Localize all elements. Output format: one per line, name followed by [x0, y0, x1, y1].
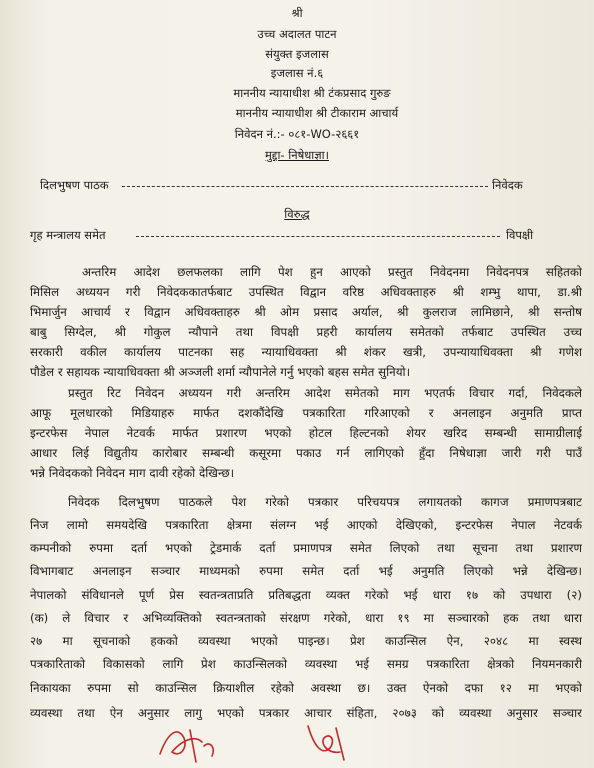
- versus-label: विरुद्ध: [284, 207, 310, 221]
- body-line: कम्पनीको रुपमा दर्ता भएको ट्रेडमार्क दर्ता प्रमाणपत्र समेत लिएको तथा सूचना तथा प्रशारण: [30, 541, 582, 555]
- judge-1: माननीय न्यायाधीश श्री टंकप्रसाद गुरुङ: [233, 86, 391, 100]
- case-subject: मुद्दा- निषेधाज्ञा।: [265, 148, 329, 162]
- body-line: भन्ने निवेदकको निवेदन माग दावी रहेको देखिन्छ।: [30, 466, 235, 480]
- body-line: आफू मूलधारको मिडियाहरु मार्फत दशकौंदेखि पत्रकारिता गरिआएको र अनलाइन अनुमति प्राप्त: [30, 406, 582, 420]
- judge-signature-1: [150, 712, 230, 768]
- body-line: निकायका रुपमा सो काउन्सिल क्रियाशील रहेको अवस्था छ। उक्त ऐनको दफा १२ मा भएको: [30, 681, 582, 695]
- body-line: अन्तरिम आदेश छलफलका लागि पेश हुन आएको प्रस्तुत निवेदनमा निवेदनपत्र सहितको: [82, 265, 582, 279]
- body-line: मिसिल अध्ययन गरी निवेदककातर्फबाट उपस्थित विद्वान वरिष्ठ अधिवक्ताहरु श्री शम्भु थापा, डा.श्री: [30, 285, 582, 299]
- petitioner-name: दिलभुषण पाठक: [40, 178, 109, 192]
- bench-type: संयुक्त इजलास: [265, 47, 329, 61]
- header-shree: श्री: [291, 6, 303, 20]
- judge-signature-2: [300, 716, 360, 764]
- bench-number: इजलास नं.६: [270, 66, 324, 80]
- body-line: व्यवस्था तथा ऐन अनुसार लागु भएको पत्रकार आचार संहिता, २०७३ को व्यवस्था अनुसार सञ्चार: [30, 706, 582, 720]
- body-line: पौडेल र सहायक न्यायाधिवक्ता श्री अञ्जली शर्मा न्यौपानेले गर्नु भएको बहस समेत सुनियो।: [30, 365, 411, 379]
- body-line: बाबु सिग्देल, श्री गोकुल न्यौपाने तथा विपक्षी प्रहरी कार्यालय समेतको तर्फबाट उपस्थित उच्च: [30, 325, 582, 339]
- petitioner-dash-line: [122, 186, 488, 187]
- body-line: इन्टरफेस नेपाल नेटवर्क मार्फत प्रशारण भएको होटल हिल्टनको शेयर खरिद सम्बन्धी सामाग्रीलाई: [30, 426, 582, 440]
- body-line: पत्रकारिताको विकासको लागि प्रेश काउन्सिलको व्यवस्था भई समग्र पत्रकारिता क्षेत्रको नियमनकारी: [30, 657, 582, 671]
- body-line: आधार लिई विद्युतीय कारोबार सम्बन्धी कसूरमा पकाउ गर्न लागिएको हुँदा निषेधाज्ञा जारी गरी पाउँ: [30, 446, 582, 460]
- body-line: विभागबाट अनलाइन सञ्चार माध्यमको रुपमा समेत दर्ता भई अनुमति लिएको भन्ने देखिन्छ।: [30, 564, 582, 578]
- respondent-role: विपक्षी: [506, 228, 534, 242]
- respondent-dash-line: [136, 236, 500, 237]
- petition-number: निवेदन नं.:- ०८१-WO-२६६१: [234, 127, 360, 141]
- body-line: २७ मा सूचनाको हकको व्यवस्था भएको पाइन्छ। प्रेश काउन्सिल ऐन, २०४८ मा स्वस्थ: [30, 634, 582, 648]
- body-line: नेपालको संविधानले पूर्ण प्रेस स्वतन्त्रताप्रति प्रतिबद्धता व्यक्त गरेको भई धारा १७ को उपधारा (२): [30, 588, 582, 602]
- body-line: भिमार्जुन आचार्य र विद्वान अधिवक्ताहरु श्री ओम प्रसाद अर्याल, श्री कुलराज लामिछाने, श्री सन्तोष: [30, 305, 582, 319]
- body-line: प्रस्तुत रिट निवेदन अध्ययन गरी अन्तरिम आदेश समेतको माग भएतर्फ विचार गर्दा, निवेदकले: [68, 386, 582, 400]
- body-line: निज लामो समयदेखि पत्रकारिता क्षेत्रमा संलग्न भई आएको देखिएको, इन्टरफेस नेपाल नेटवर्क: [30, 518, 582, 532]
- respondent-name: गृह मन्त्रालय समेत: [30, 228, 106, 242]
- judge-2: माननीय न्यायाधीश श्री टीकाराम आचार्य: [235, 106, 399, 120]
- petitioner-role: निवेदक: [492, 178, 523, 192]
- body-line: (क) ले विचार र अभिव्यक्तिको स्वतन्त्रताको संरक्षण गरेको, धारा १९ मा सञ्चारको हक तथा धारा: [30, 611, 582, 625]
- court-name: उच्च अदालत पाटन: [257, 27, 337, 41]
- body-line: सरकारी वकील कार्यालय पाटनका सह न्यायाधिवक्ता श्री शंकर खत्री, उपन्यायाधिवक्ता श्री गणेश: [30, 345, 582, 359]
- body-line: निवेदक दिलभुषण पाठकले पेश गरेको पत्रकार परिचयपत्र लगायतको कागज प्रमाणपत्रबाट: [68, 495, 582, 509]
